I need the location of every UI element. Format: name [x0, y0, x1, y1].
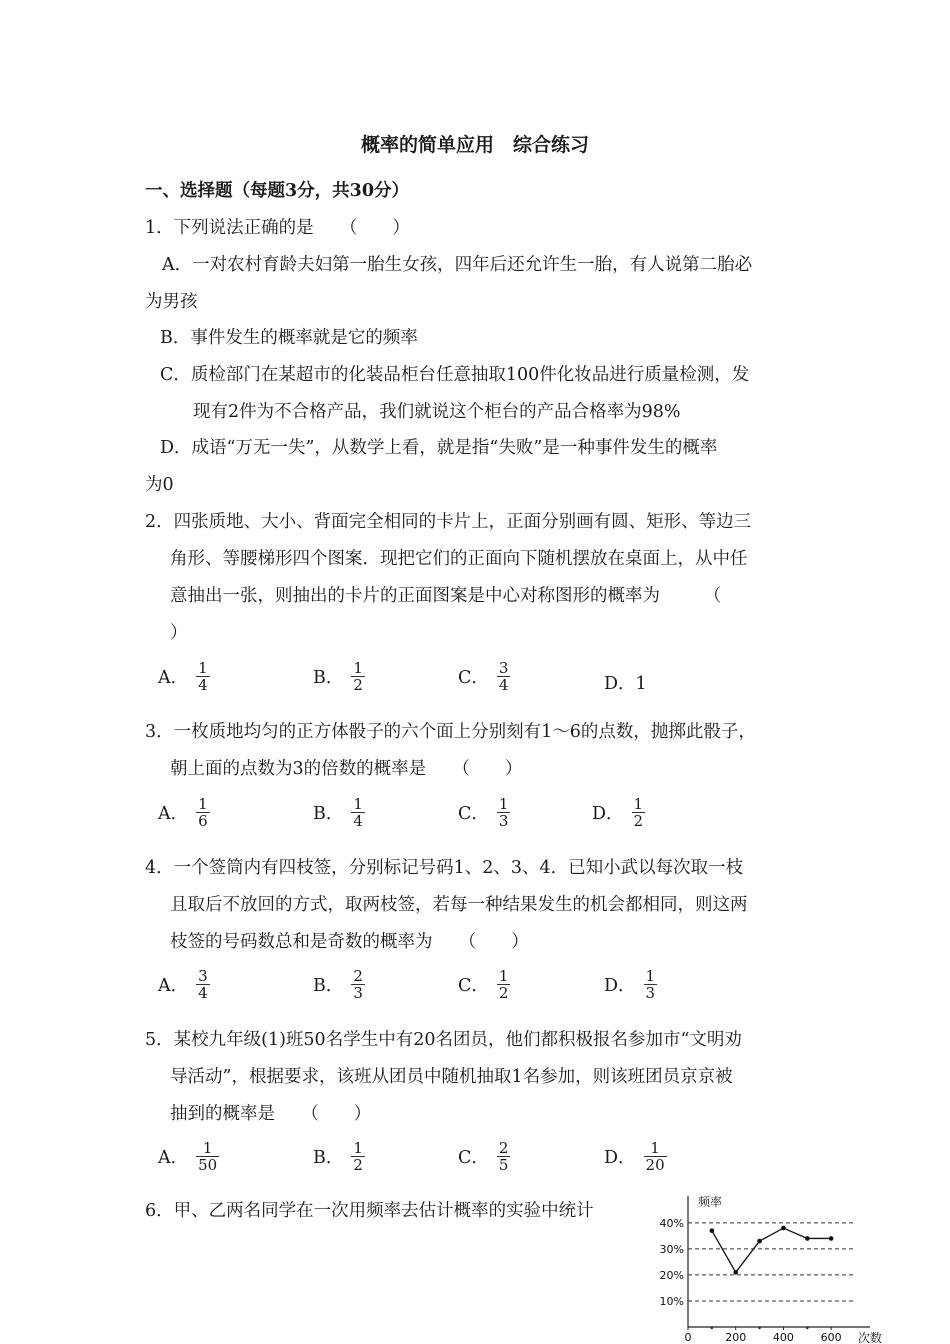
numerator: 3 — [198, 967, 208, 985]
x-minor-tick — [806, 1327, 808, 1329]
x-minor-tick — [711, 1327, 713, 1329]
y-tick-label: 40% — [659, 1216, 684, 1230]
option-label: A． — [158, 1148, 189, 1168]
option-label: B． — [313, 1148, 344, 1168]
q1-option-d-line1: D．成语“万无一失”，从数学上看，就是指“失败”是一种事件发生的概率 — [160, 438, 718, 458]
fraction — [497, 796, 511, 829]
option-label: C． — [458, 1148, 489, 1168]
fraction — [632, 796, 646, 829]
data-point — [805, 1236, 810, 1241]
denominator: 4 — [498, 676, 509, 694]
fraction — [351, 660, 365, 693]
fraction — [351, 968, 365, 1001]
numerator: 2 — [353, 967, 363, 985]
q1-option-c-line1: C．质检部门在某超市的化装品柜台任意抽取100件化妆品进行质量检测，发 — [160, 365, 750, 385]
denominator: 2 — [353, 1156, 363, 1174]
numerator: 1 — [645, 967, 656, 985]
q5-stem-line3: 抽到的概率是 （ ） — [170, 1104, 372, 1124]
q3-stem-line2: 朝上面的点数为3的倍数的概率是 （ ） — [170, 759, 523, 779]
fraction — [196, 796, 210, 829]
q2-option-d — [604, 670, 647, 695]
q5-option-a — [158, 1140, 219, 1173]
data-point — [781, 1226, 786, 1231]
q2-stem-line2: 角形、等腰梯形四个图案．现把它们的正面向下随机摆放在桌面上，从中任 — [170, 549, 748, 569]
q5-stem-line2: 导活动”，根据要求，该班从团员中随机抽取1名参加，则该班团员京京被 — [170, 1067, 733, 1087]
denominator: 20 — [645, 1156, 665, 1174]
numerator: 1 — [353, 795, 363, 813]
x-tick-label: 0 — [684, 1331, 692, 1344]
fraction — [644, 1140, 667, 1173]
option-label: C． — [458, 804, 489, 824]
fraction — [196, 1140, 219, 1173]
denominator: 2 — [498, 984, 509, 1002]
option-label: A． — [158, 804, 189, 824]
fraction — [196, 968, 210, 1001]
q1-stem: 1．下列说法正确的是 （ ） — [145, 218, 410, 238]
fraction — [497, 660, 511, 693]
q4-option-c — [458, 968, 510, 1001]
q4-stem-line2: 且取后不放回的方式，取两枝签，若每一种结果发生的机会都相同，则这两 — [170, 895, 748, 915]
chart-axes — [688, 1196, 870, 1330]
option-label: D． — [592, 804, 624, 824]
denominator: 2 — [633, 812, 644, 830]
q1-option-d-line2: 为0 — [145, 475, 174, 495]
q1-option-a-line2: 为男孩 — [145, 292, 198, 312]
numerator: 1 — [353, 1139, 363, 1157]
option-label: C． — [458, 976, 489, 996]
q5-option-b — [313, 1140, 365, 1173]
series-line — [712, 1228, 831, 1272]
y-axis-title: 频率 — [698, 1195, 723, 1209]
numerator: 1 — [198, 795, 208, 813]
q3-option-c — [458, 796, 510, 829]
q4-option-b — [313, 968, 365, 1001]
q5-stem-line1: 5．某校九年级(1)班50名学生中有20名团员，他们都积极报名参加市“文明劝 — [145, 1030, 742, 1050]
x-axis-title: 次数 — [858, 1331, 883, 1344]
data-point — [757, 1239, 762, 1244]
q3-option-a — [158, 796, 210, 829]
q1-option-c-line2: 现有2件为不合格产品，我们就说这个柜台的产品合格率为98% — [193, 402, 681, 422]
numerator: 1 — [498, 795, 509, 813]
denominator: 4 — [353, 812, 363, 830]
numerator: 1 — [353, 659, 363, 677]
q4-stem-line3: 枝签的号码数总和是奇数的概率为 （ ） — [170, 932, 529, 952]
frequency-line-chart — [650, 1192, 890, 1344]
q5-option-c — [458, 1140, 510, 1173]
option-label: C． — [458, 668, 489, 688]
numerator: 1 — [198, 659, 208, 677]
numerator: 2 — [498, 1139, 509, 1157]
option-label: B． — [313, 804, 344, 824]
fraction — [497, 968, 511, 1001]
x-tick-label: 400 — [772, 1331, 794, 1344]
y-tick-label: 20% — [659, 1268, 684, 1282]
q2-option-a — [158, 660, 210, 693]
option-label: B． — [313, 668, 344, 688]
numerator: 1 — [633, 795, 644, 813]
numerator: 1 — [650, 1139, 660, 1157]
q2-option-c — [458, 660, 510, 693]
denominator: 6 — [198, 812, 208, 830]
q4-option-d — [604, 968, 657, 1001]
denominator: 3 — [498, 812, 509, 830]
option-label: D．1 — [604, 674, 647, 694]
numerator: 1 — [498, 967, 509, 985]
q3-option-d — [592, 796, 645, 829]
numerator: 1 — [202, 1139, 213, 1157]
fraction — [497, 1140, 511, 1173]
x-tick-label: 200 — [725, 1331, 747, 1344]
data-point — [829, 1236, 834, 1241]
x-tick-label: 600 — [820, 1331, 842, 1344]
y-tick-label: 30% — [659, 1242, 684, 1256]
fraction — [196, 660, 210, 693]
chart-series — [710, 1226, 834, 1275]
q2-stem-line4: ） — [170, 623, 188, 643]
denominator: 5 — [498, 1156, 509, 1174]
q1-option-b: B．事件发生的概率就是它的频率 — [160, 328, 418, 348]
denominator: 4 — [198, 676, 208, 694]
denominator: 3 — [353, 984, 363, 1002]
option-label: A． — [158, 976, 189, 996]
q6-stem-line1: 6．甲、乙两名同学在一次用频率去估计概率的实验中统计 — [145, 1201, 594, 1221]
denominator: 2 — [353, 676, 363, 694]
q3-stem-line1: 3．一枚质地均匀的正方体骰子的六个面上分别刻有1～6的点数，抛掷此骰子， — [145, 722, 756, 742]
option-label: D． — [604, 976, 636, 996]
data-point — [733, 1270, 738, 1275]
q2-option-b — [313, 660, 365, 693]
option-label: A． — [158, 668, 189, 688]
denominator: 3 — [645, 984, 656, 1002]
denominator: 50 — [198, 1156, 218, 1174]
fraction — [351, 1140, 365, 1173]
q1-option-a-line1: A．一对农村育龄夫妇第一胎生女孩，四年后还允许生一胎，有人说第二胎必 — [162, 255, 753, 275]
option-label: D． — [604, 1148, 636, 1168]
y-tick-label: 10% — [659, 1294, 684, 1308]
q4-option-a — [158, 968, 210, 1001]
fraction — [351, 796, 365, 829]
x-minor-tick — [758, 1327, 760, 1329]
option-label: B． — [313, 976, 344, 996]
q5-option-d — [604, 1140, 667, 1173]
chart-labels — [660, 1194, 882, 1344]
fraction — [644, 968, 658, 1001]
denominator: 4 — [198, 984, 208, 1002]
page-title: 概率的简单应用 综合练习 — [360, 134, 589, 156]
data-point — [710, 1228, 715, 1233]
q4-stem-line1: 4．一个签筒内有四枝签，分别标记号码1、2、3、4．已知小武以每次取一枝 — [145, 858, 744, 878]
q2-stem-line1: 2．四张质地、大小、背面完全相同的卡片上，正面分别画有圆、矩形、等边三 — [145, 512, 752, 532]
numerator: 3 — [498, 659, 509, 677]
q2-stem-line3: 意抽出一张，则抽出的卡片的正面图案是中心对称图形的概率为 （ — [170, 586, 722, 606]
section-heading: 一、选择题（每题3分，共30分） — [145, 181, 410, 201]
q3-option-b — [313, 796, 365, 829]
